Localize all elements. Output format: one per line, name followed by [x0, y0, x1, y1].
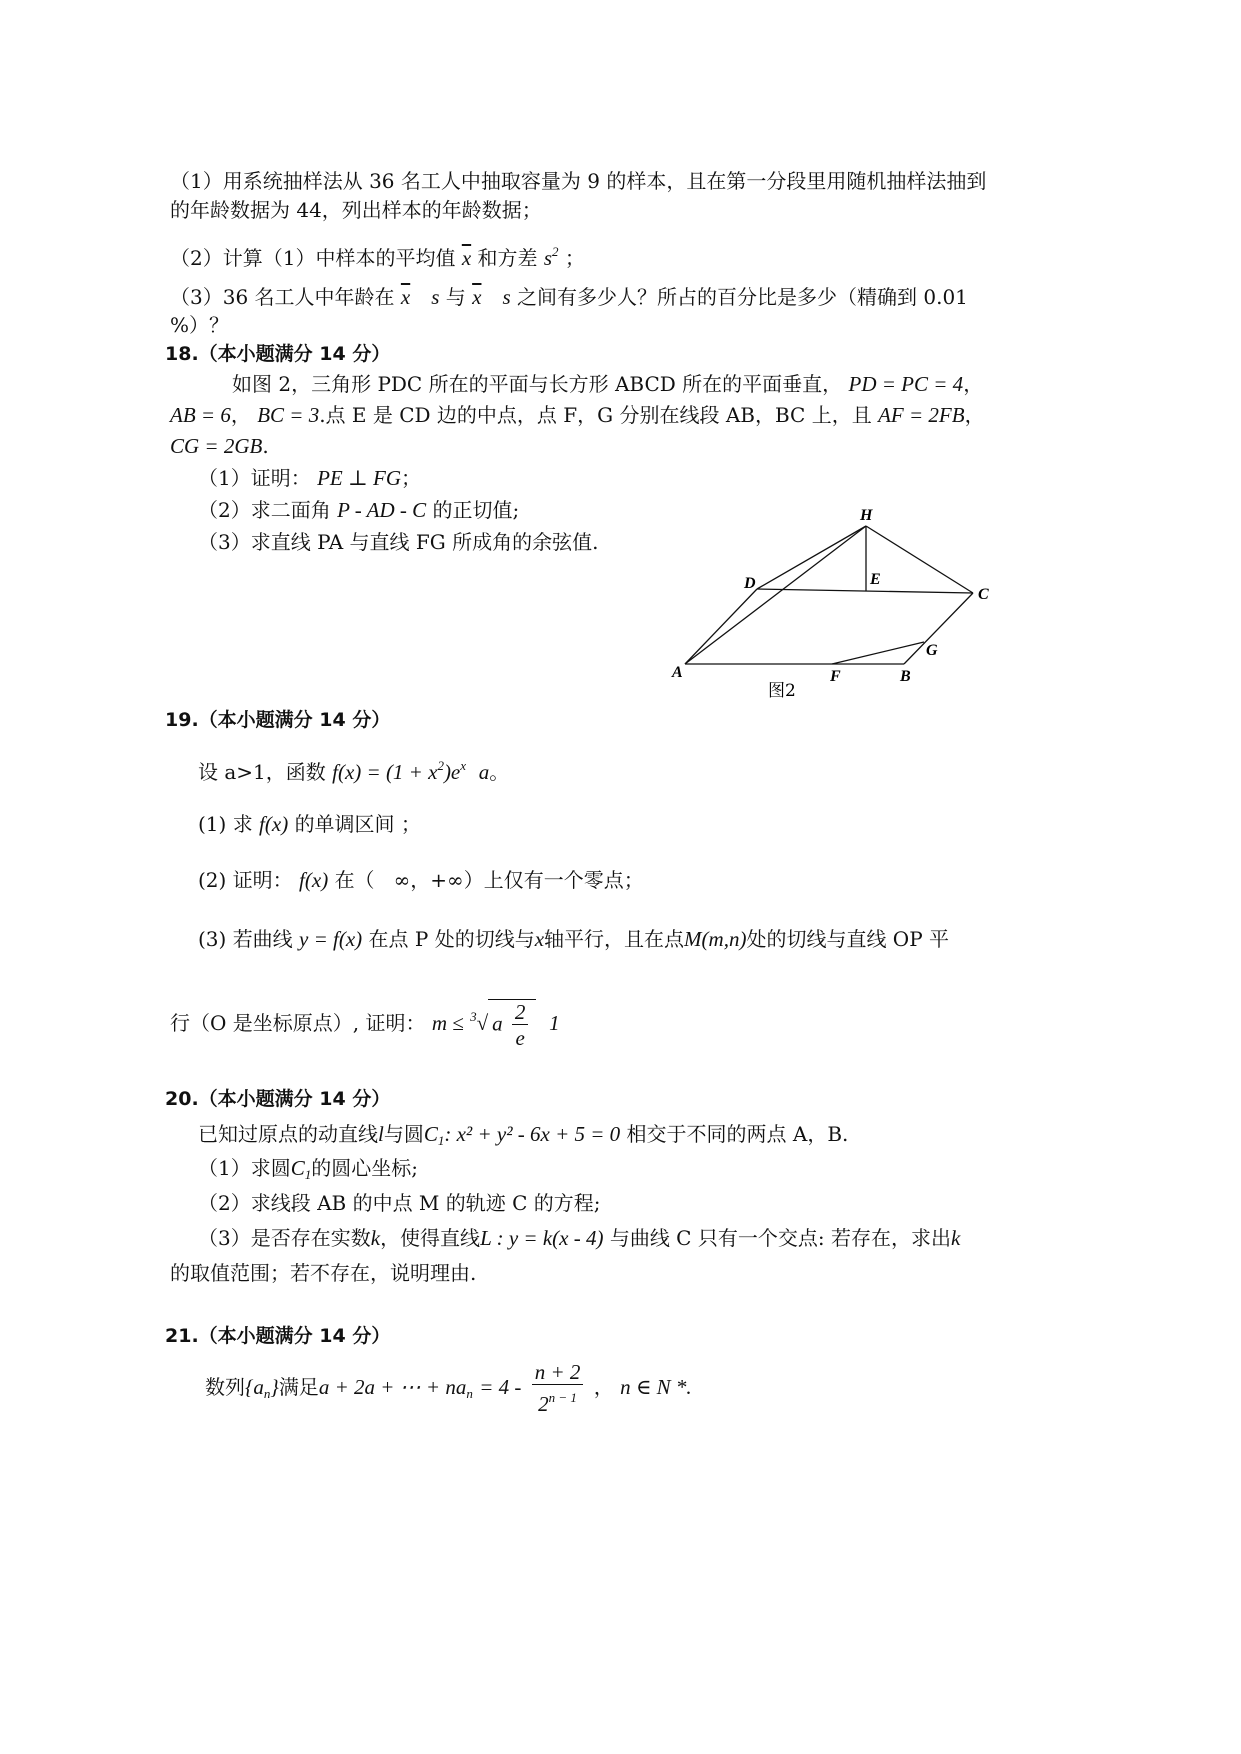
q21-sequence: $\{a_n\}$ [245, 1375, 279, 1401]
q20-sub3-end: 与曲线 C 只有一个交点: 若存在，求出 [609, 1226, 951, 1250]
q18-sub2-text: （2）求二面角 [198, 498, 331, 522]
q21-heading: 21.（本小题满分 14 分） [165, 1325, 391, 1347]
q20-sub3-text: （3）是否存在实数 [198, 1226, 371, 1250]
edge-d-a [685, 589, 757, 664]
q18-af: AF = 2FB [878, 403, 965, 427]
q19-sub3-mid2: 轴平行，且在点 [544, 927, 685, 951]
q19-sub3-line2 [170, 995, 560, 1051]
q20-line1-text: 已知过原点的动直线 [198, 1122, 378, 1146]
mean-minus-s: $\overline{x}$ s [400, 285, 440, 309]
q17-part1-line2: 的年龄数据为 44，列出样本的年龄数据； [170, 198, 542, 222]
q20-sub3 [198, 1224, 960, 1252]
q18-ab: AB = 6 [170, 403, 231, 427]
q19-sub3b-text: 行（O 是坐标原点）, 证明： [170, 1011, 426, 1035]
q19-sub2-interval: ∞，+∞）上仅有一个零点； [393, 868, 644, 892]
edge-f-g [832, 642, 924, 664]
q18-line3-end: . [262, 434, 269, 458]
label-h: H [860, 507, 873, 524]
q20-sub1 [198, 1154, 418, 1189]
q17-part3-mid: 与 [445, 285, 466, 309]
q21-sum: a + 2a + ⋯ + na [318, 1375, 467, 1399]
q19-heading: 19.（本小题满分 14 分） [165, 709, 391, 731]
mean-symbol: $\overline{x}$ [461, 246, 472, 270]
edge-b-c [904, 593, 973, 664]
q18-line1-math: PD = PC = 4 [848, 372, 964, 396]
q19-sub2-mid: 在（ [334, 868, 375, 892]
q19-sub2-text: (2) 证明： [198, 868, 293, 892]
q17-part3-end: 之间有多少人？所占的百分比是多少（精确到 0.01 [517, 285, 968, 309]
q17-part2-text: （2）计算（1）中样本的平均值 [170, 246, 456, 270]
edge-h-d [757, 526, 866, 589]
q18-sub2-end: 的正切值; [432, 498, 520, 522]
edge-d-c [757, 589, 973, 593]
q17-part2-mid: 和方差 [477, 246, 538, 270]
q18-sub1-end: ； [401, 466, 421, 490]
q19-one: 1 [549, 1011, 560, 1035]
q18-line1-text: 如图 2，三角形 PDC 所在的平面与长方形 ABCD 所在的平面垂直， [232, 372, 843, 396]
q18-line3 [170, 432, 269, 460]
q18-sub2-math: P - AD - C [337, 498, 427, 522]
q19-sub3-mid1: 在点 P 处的切线与 [368, 927, 535, 951]
q21-line1: 数列$\{a_n\}$满足a + 2a + ⋯ + $na_n = 4$ - $\frac{n + 2}{2^{n - 1}}$ ， n ∈ N *. [205, 1360, 692, 1416]
q20-heading: 20.（本小题满分 14 分） [165, 1088, 391, 1110]
q19-sub3-x: x [534, 927, 545, 951]
q20-sub2: （2）求线段 AB 的中点 M 的轨迹 C 的方程; [198, 1191, 601, 1215]
q18-sub3: （3）求直线 PA 与直线 FG 所成角的余弦值. [198, 530, 599, 554]
q20-sub3-mid: ，使得直线 [380, 1226, 481, 1250]
q21-eq: = 4 - [479, 1375, 522, 1399]
q21-line1-end: ， [593, 1375, 614, 1399]
label-f: F [830, 668, 841, 685]
q19-sub3-curve: y = f(x) [299, 927, 363, 951]
q17-part3-line1 [170, 283, 968, 311]
q20-line1 [198, 1120, 848, 1155]
q20-line-L: L : y = k(x - 4) [480, 1226, 604, 1250]
q18-heading: 18.（本小题满分 14 分） [165, 343, 391, 365]
q17-part2-end: ； [564, 246, 585, 270]
q18-line1-end: ， [963, 372, 984, 396]
q18-sub2 [198, 496, 519, 524]
q18-line2-text: .点 E 是 CD 边的中点，点 F，G 分别在线段 AB，BC 上，且 [319, 403, 872, 427]
edge-h-c [866, 526, 973, 593]
q21-line1-text: 数列 [205, 1375, 245, 1399]
q19-intro [198, 752, 509, 786]
q17-part3-pre: （3）36 名工人中年龄在 [170, 285, 395, 309]
mean-plus-s: $\overline{x}$ s [472, 285, 511, 309]
q20-k2: k [950, 1226, 961, 1250]
q19-sub2-math: f(x) [299, 868, 329, 892]
variance-symbol: $s^2$ [543, 244, 559, 270]
q19-sub3-point: M(m,n) [684, 927, 747, 951]
q19-a: a [478, 760, 490, 784]
label-b: B [900, 668, 911, 685]
q20-sub1-end: 的圆心坐标; [311, 1156, 418, 1180]
q21-domain: n ∈ N *. [620, 1375, 692, 1399]
q20-sub1-circle: $C_1$ [290, 1156, 312, 1182]
q18-sub1 [198, 464, 421, 492]
q18-line1 [232, 370, 983, 398]
q18-sub1-math: PE ⊥ FG [317, 466, 401, 490]
q17-part2 [170, 238, 585, 272]
q21-line1-mid: 满足 [278, 1375, 319, 1399]
q20-line-l: l [378, 1122, 384, 1146]
q20-line1-mid: 与圆 [383, 1122, 424, 1146]
q19-inequality: m ≤ [431, 1011, 464, 1035]
label-d: D [744, 575, 756, 592]
q18-line2: AB = 6， BC = 3.点 E 是 CD 边的中点，点 F，G 分别在线段 AB，BC 上，且 AF = 2FB， [170, 403, 985, 427]
label-a: A [672, 664, 683, 681]
q18-line2-end: ， [964, 403, 985, 427]
q18-cg: CG = 2GB [170, 434, 263, 458]
q18-sub1-text: （1）证明： [198, 466, 311, 490]
q19-intro-end: 。 [489, 760, 510, 784]
q20-k: k [370, 1226, 381, 1250]
cube-root: $^3$√ a $\frac{2}{e}$ [470, 1011, 536, 1035]
q19-sub1-math: f(x) [259, 812, 289, 836]
q20-line1-end: 相交于不同的两点 A，B. [626, 1122, 849, 1146]
edge-h-a [685, 526, 866, 664]
q20-sub3-line2: 的取值范围；若不存在，说明理由. [170, 1261, 477, 1285]
q19-function: $f(x) = (1 + x^2)e^x$ [332, 758, 467, 784]
q20-circle: $C_1$: x² + y² - 6x + 5 = 0 [423, 1122, 621, 1148]
q19-sub1-text: (1) 求 [198, 812, 253, 836]
q19-sub3-end: 处的切线与直线 OP 平 [746, 927, 950, 951]
q19-sub1-end: 的单调区间 ； [294, 812, 421, 836]
figure-caption: 图2 [768, 681, 796, 701]
label-c: C [978, 586, 989, 603]
q19-sub1 [198, 810, 421, 838]
q20-sub1-text: （1）求圆 [198, 1156, 291, 1180]
q17-part1-line1: （1）用系统抽样法从 36 名工人中抽取容量为 9 的样本，且在第一分段里用随机抽样法抽到 [170, 169, 987, 193]
q19-intro-text: 设 a>1，函数 [198, 760, 326, 784]
figure-2-geometry [660, 500, 1050, 720]
q19-sub3-pre: (3) 若曲线 [198, 927, 293, 951]
q17-part3-line2: %）？ [170, 313, 230, 337]
label-g: G [926, 642, 938, 659]
q21-fraction: $\frac{n + 2}{2^{n - 1}}$ [532, 1360, 584, 1417]
label-e: E [870, 571, 881, 588]
q19-sub2 [198, 866, 644, 894]
q19-sub3 [198, 925, 949, 953]
q18-bc: BC = 3 [257, 403, 320, 427]
